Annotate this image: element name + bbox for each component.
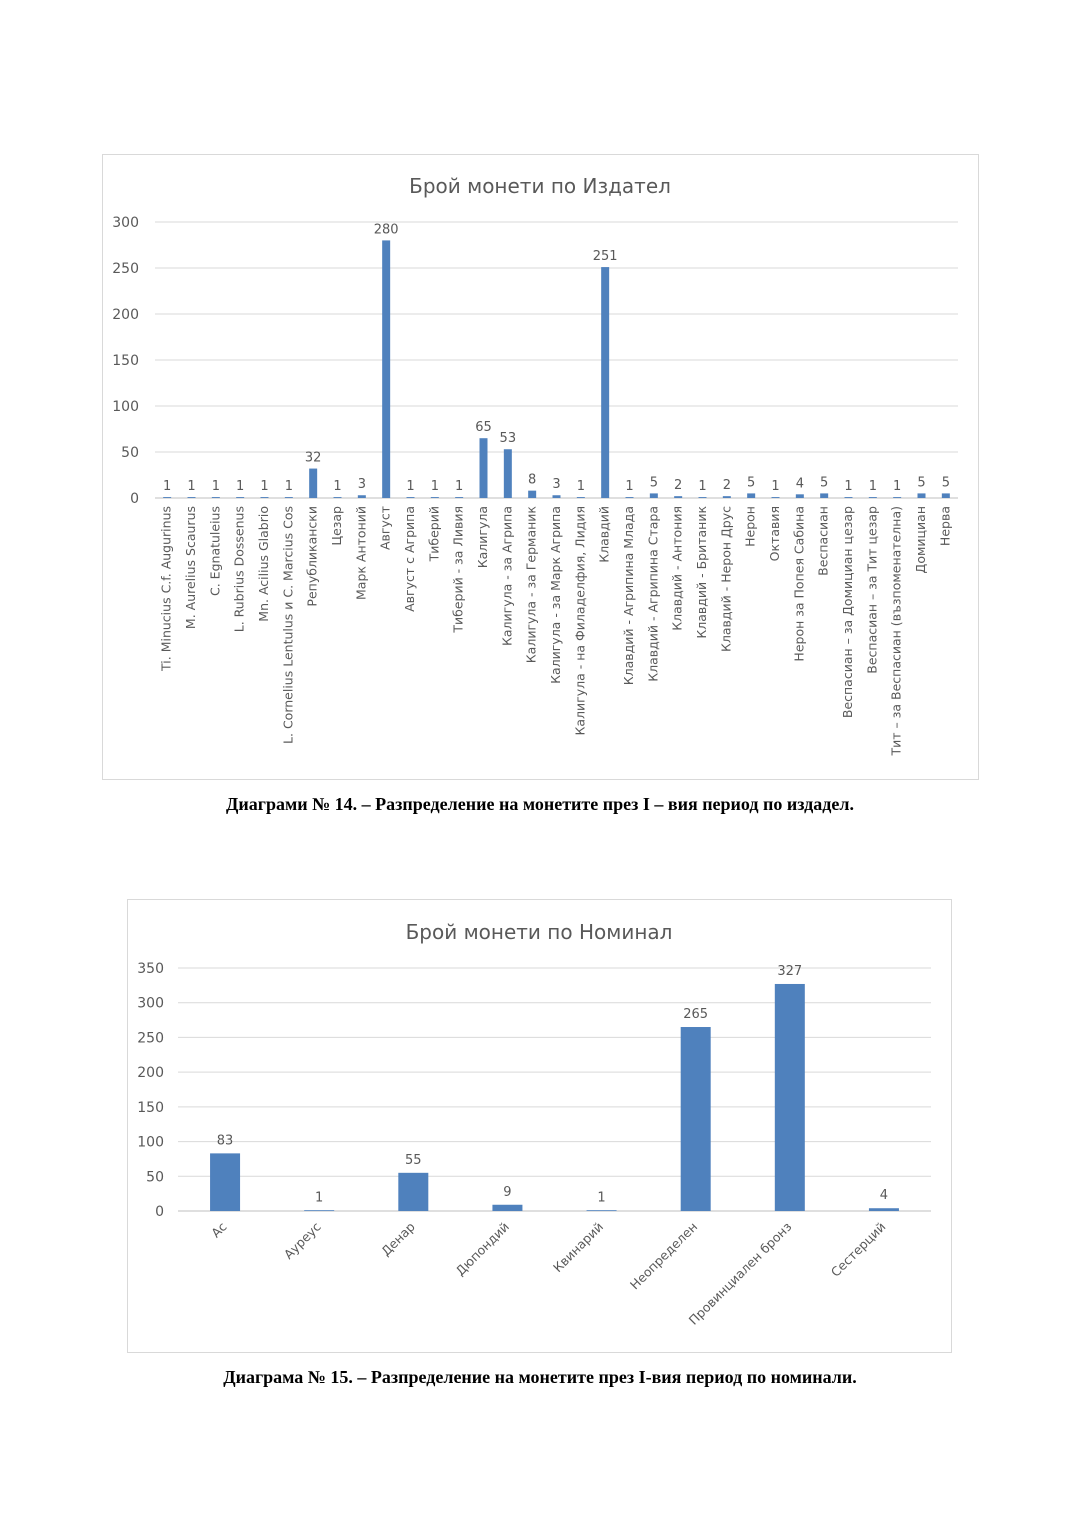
publisher-category-label: Калигула - за Германик — [523, 505, 539, 664]
publisher-chart — [102, 154, 979, 780]
publisher-bar — [334, 497, 342, 498]
publisher-bar — [650, 493, 658, 498]
publisher-bar — [893, 497, 901, 498]
publisher-bar — [674, 496, 682, 498]
denomination-data-label: 327 — [777, 963, 803, 979]
denomination-bar — [681, 1027, 711, 1211]
publisher-category-label: Нерон за Попея Сабина — [791, 506, 807, 662]
publisher-bar — [796, 494, 804, 498]
denomination-bar — [492, 1205, 522, 1211]
publisher-bar — [942, 493, 950, 498]
publisher-bar — [528, 491, 536, 498]
publisher-category-label: Тит – за Веспасиан (възпоменателна) — [888, 506, 904, 756]
publisher-category-label: Нерон — [742, 506, 758, 547]
publisher-category-label: Калигула - за Марк Агрипа — [548, 506, 563, 684]
denomination-bar — [869, 1208, 899, 1211]
publisher-bar — [163, 497, 171, 498]
publisher-chart-caption: Диаграми № 14. – Разпределение на монетите през I – вия период по издадел. — [226, 794, 854, 814]
publisher-category-label: Веспасиан – за Тит цезар — [864, 506, 880, 674]
publisher-category-label: L. Cornelius Lentulus и C. Marcius Cos — [280, 506, 296, 744]
publisher-y-tick-label: 150 — [112, 353, 139, 369]
publisher-data-label: 3 — [357, 477, 366, 493]
publisher-category-label: M. Aurelius Scaurus — [183, 506, 198, 630]
denomination-data-label: 1 — [315, 1190, 324, 1206]
publisher-category-label: Марк Антоний — [353, 506, 369, 600]
denomination-title: Брой монети по Номинал — [405, 920, 673, 944]
publisher-category-label: Тиберий - за Ливия — [450, 506, 466, 633]
denomination-bar — [775, 984, 805, 1211]
publisher-bar — [820, 493, 828, 498]
denomination-data-label: 1 — [597, 1190, 606, 1206]
publisher-data-label: 1 — [187, 479, 196, 495]
publisher-category-label: Веспасиан — [815, 506, 831, 576]
denomination-chart — [127, 899, 952, 1353]
denomination-category-label: Дюпондий — [452, 1218, 513, 1279]
publisher-data-label: 1 — [771, 479, 780, 495]
denomination-data-label: 55 — [405, 1152, 422, 1168]
publisher-category-label: Клавдий - Агрипина Млада — [621, 506, 636, 686]
publisher-bar — [723, 496, 731, 498]
publisher-y-tick-label: 250 — [112, 261, 139, 277]
denomination-data-label: 265 — [683, 1007, 709, 1023]
publisher-y-tick-label: 0 — [130, 491, 139, 507]
publisher-bar — [869, 497, 877, 498]
publisher-chart-svg — [103, 155, 978, 779]
publisher-bar — [431, 497, 439, 498]
publisher-category-label: Цезар — [329, 506, 344, 546]
publisher-category-label: Mn. Acilius Glabrio — [256, 506, 271, 622]
denomination-category-label: Квинарий — [550, 1218, 607, 1276]
denomination-y-tick-label: 0 — [155, 1204, 164, 1220]
publisher-data-label: 5 — [747, 475, 756, 491]
publisher-data-label: 1 — [698, 479, 707, 495]
publisher-data-label: 53 — [499, 431, 517, 447]
publisher-data-label: 8 — [528, 472, 537, 488]
publisher-bar — [261, 497, 269, 498]
denomination-y-tick-label: 350 — [137, 961, 164, 977]
publisher-data-label: 280 — [373, 222, 399, 238]
denomination-y-tick-label: 100 — [137, 1134, 164, 1151]
denomination-category-label: Провинциален бронз — [685, 1218, 795, 1328]
publisher-category-label: Клавдий — [596, 505, 612, 563]
denomination-data-label: 9 — [503, 1184, 512, 1200]
publisher-category-label: Август — [377, 506, 393, 551]
publisher-bar — [626, 497, 634, 498]
publisher-data-label: 5 — [649, 475, 658, 491]
publisher-category-label: Калигула - на Филаделфия, Лидия — [572, 506, 588, 736]
publisher-bar — [188, 497, 196, 498]
denomination-category-label: Ауреус — [280, 1218, 324, 1263]
publisher-bar — [285, 497, 293, 498]
publisher-category-label: Октавия — [767, 506, 782, 562]
publisher-bar — [236, 497, 244, 498]
publisher-bar — [309, 469, 317, 498]
publisher-category-label: Тиберий — [426, 506, 442, 562]
publisher-data-label: 32 — [304, 450, 322, 466]
publisher-data-label: 2 — [674, 478, 683, 494]
publisher-data-label: 1 — [163, 479, 172, 495]
publisher-data-label: 1 — [868, 479, 877, 495]
publisher-category-label: Нерва — [937, 506, 953, 547]
publisher-data-label: 5 — [941, 475, 950, 491]
publisher-bar — [772, 497, 780, 498]
publisher-bar — [212, 497, 220, 498]
publisher-category-label: Калигула — [475, 506, 490, 569]
publisher-category-label: C. Egnatuleius — [207, 506, 223, 596]
denomination-data-label: 83 — [216, 1133, 234, 1149]
publisher-data-label: 1 — [236, 479, 245, 495]
denomination-bar — [398, 1173, 428, 1211]
publisher-bar — [577, 497, 585, 498]
denomination-chart-svg — [128, 900, 951, 1352]
publisher-data-label: 1 — [211, 479, 220, 495]
denomination-y-tick-label: 150 — [137, 1099, 164, 1116]
publisher-category-label: Август с Агрипа — [402, 506, 417, 612]
denomination-data-label: 4 — [879, 1188, 889, 1204]
publisher-category-label: L. Rubrius Dossenus — [231, 506, 247, 633]
denomination-category-label: Ас — [208, 1218, 230, 1241]
publisher-data-label: 3 — [552, 477, 561, 493]
publisher-category-label: Клавдий - Антония — [669, 506, 685, 631]
publisher-bar — [358, 495, 366, 498]
publisher-title: Брой монети по Издател — [409, 174, 671, 198]
publisher-data-label: 1 — [455, 479, 464, 495]
denomination-y-tick-label: 200 — [137, 1065, 164, 1082]
publisher-data-label: 1 — [844, 479, 853, 495]
denomination-bar — [304, 1210, 334, 1211]
denomination-bar — [210, 1153, 240, 1211]
publisher-data-label: 1 — [576, 479, 585, 495]
publisher-y-tick-label: 200 — [112, 307, 139, 323]
publisher-category-label: Веспасиан – за Домициан цезар — [840, 506, 855, 719]
publisher-category-label: Клавдий - Британик — [694, 506, 709, 639]
denomination-chart-caption: Диаграма № 15. – Разпределение на монетите през I-вия период по номинали. — [223, 1367, 857, 1387]
publisher-bar — [601, 267, 609, 498]
publisher-data-label: 4 — [795, 476, 804, 492]
denomination-bar — [587, 1210, 617, 1211]
publisher-category-label: Ti. Minucius C.f. Augurinus — [158, 506, 174, 671]
publisher-data-label: 251 — [592, 249, 618, 265]
publisher-data-label: 1 — [284, 479, 293, 495]
denomination-y-tick-label: 50 — [146, 1169, 164, 1186]
publisher-category-label: Клавдий - Агрипина Стара — [645, 506, 661, 682]
denomination-category-label: Неопределен — [626, 1218, 701, 1293]
publisher-data-label: 5 — [917, 475, 926, 491]
publisher-category-label: Републикански — [304, 506, 320, 607]
publisher-data-label: 1 — [893, 479, 902, 495]
publisher-y-tick-label: 50 — [121, 445, 139, 461]
publisher-bar — [504, 449, 512, 498]
publisher-bar — [407, 497, 415, 498]
publisher-data-label: 1 — [625, 479, 634, 495]
publisher-category-label: Клавдий - Нерон Друс — [718, 506, 734, 653]
publisher-data-label: 1 — [260, 479, 269, 495]
publisher-data-label: 2 — [722, 478, 731, 494]
publisher-category-label: Домициан — [913, 506, 928, 574]
publisher-bar — [845, 497, 853, 498]
publisher-data-label: 1 — [333, 479, 342, 495]
publisher-bar — [918, 493, 926, 498]
publisher-data-label: 1 — [430, 479, 439, 495]
publisher-bar — [553, 495, 561, 498]
publisher-y-tick-label: 100 — [112, 399, 139, 415]
publisher-category-label: Калигула - за Агрипа — [499, 506, 515, 647]
publisher-y-tick-label: 300 — [112, 215, 139, 231]
publisher-data-label: 5 — [820, 475, 829, 491]
publisher-data-label: 65 — [475, 420, 492, 436]
publisher-data-label: 1 — [406, 479, 415, 495]
publisher-bar — [480, 438, 488, 498]
denomination-category-label: Денар — [378, 1218, 418, 1259]
publisher-bar — [747, 493, 755, 498]
denomination-category-label: Сестерций — [827, 1218, 889, 1280]
publisher-bar — [455, 497, 463, 498]
denomination-y-tick-label: 300 — [137, 995, 164, 1012]
publisher-bar — [699, 497, 707, 498]
publisher-bar — [382, 240, 390, 498]
denomination-y-tick-label: 250 — [137, 1030, 164, 1047]
